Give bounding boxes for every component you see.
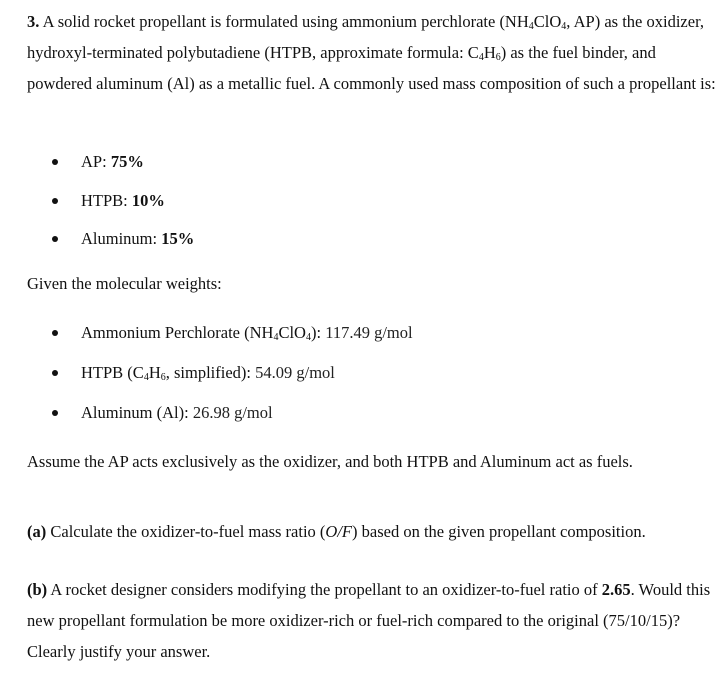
given-label: Given the molecular weights: — [27, 274, 222, 293]
part-a: (a) Calculate the oxidizer-to-fuel mass ratio (O/F) based on the given propellant composition. — [27, 522, 646, 541]
bullet-icon — [52, 159, 58, 165]
list-item: HTPB ($C_4H_6$, simplified): 54.09 g/mol — [52, 361, 413, 401]
list-item: AP: 75% — [52, 150, 194, 189]
assumption-text: Assume the AP acts exclusively as the oxidizer, and both HTPB and Aluminum act as fuels. — [27, 452, 633, 471]
list-item: Aluminum (Al): 26.98 g/mol — [52, 401, 413, 441]
bullet-icon — [52, 236, 58, 242]
bullet-icon — [52, 410, 58, 416]
bullet-icon — [52, 198, 58, 204]
list-item: Ammonium Perchlorate $(NH_4ClO_4)$: 117.49 g/mol — [52, 321, 413, 361]
composition-list — [52, 150, 194, 266]
list-item: Aluminum: 15% — [52, 227, 194, 266]
part-b: (b) A rocket designer considers modifying the propellant to an oxidizer-to-fuel ratio of 2.65. Would this new propellant formulation be more oxidizer-rich or fuel-rich compared to the original (75/10/15)? Clearly justify your answer. — [27, 580, 711, 661]
problem-number: 3. — [27, 12, 40, 31]
bullet-icon — [52, 370, 58, 376]
problem-intro: 3. A solid rocket propellant is formulated using ammonium perchlorate ($NH_4ClO_4$, AP) as the oxidizer, hydroxyl-terminated polybutadiene (HTPB, approximate formula: $C_4H_6$) as the fuel binder, and powdered aluminum (Al) as a metallic fuel. A commonly used mass composition of such a propellant is: — [27, 12, 716, 93]
list-item: HTPB: 10% — [52, 189, 194, 228]
molecular-weights-list — [52, 321, 413, 441]
bullet-icon — [52, 330, 58, 336]
